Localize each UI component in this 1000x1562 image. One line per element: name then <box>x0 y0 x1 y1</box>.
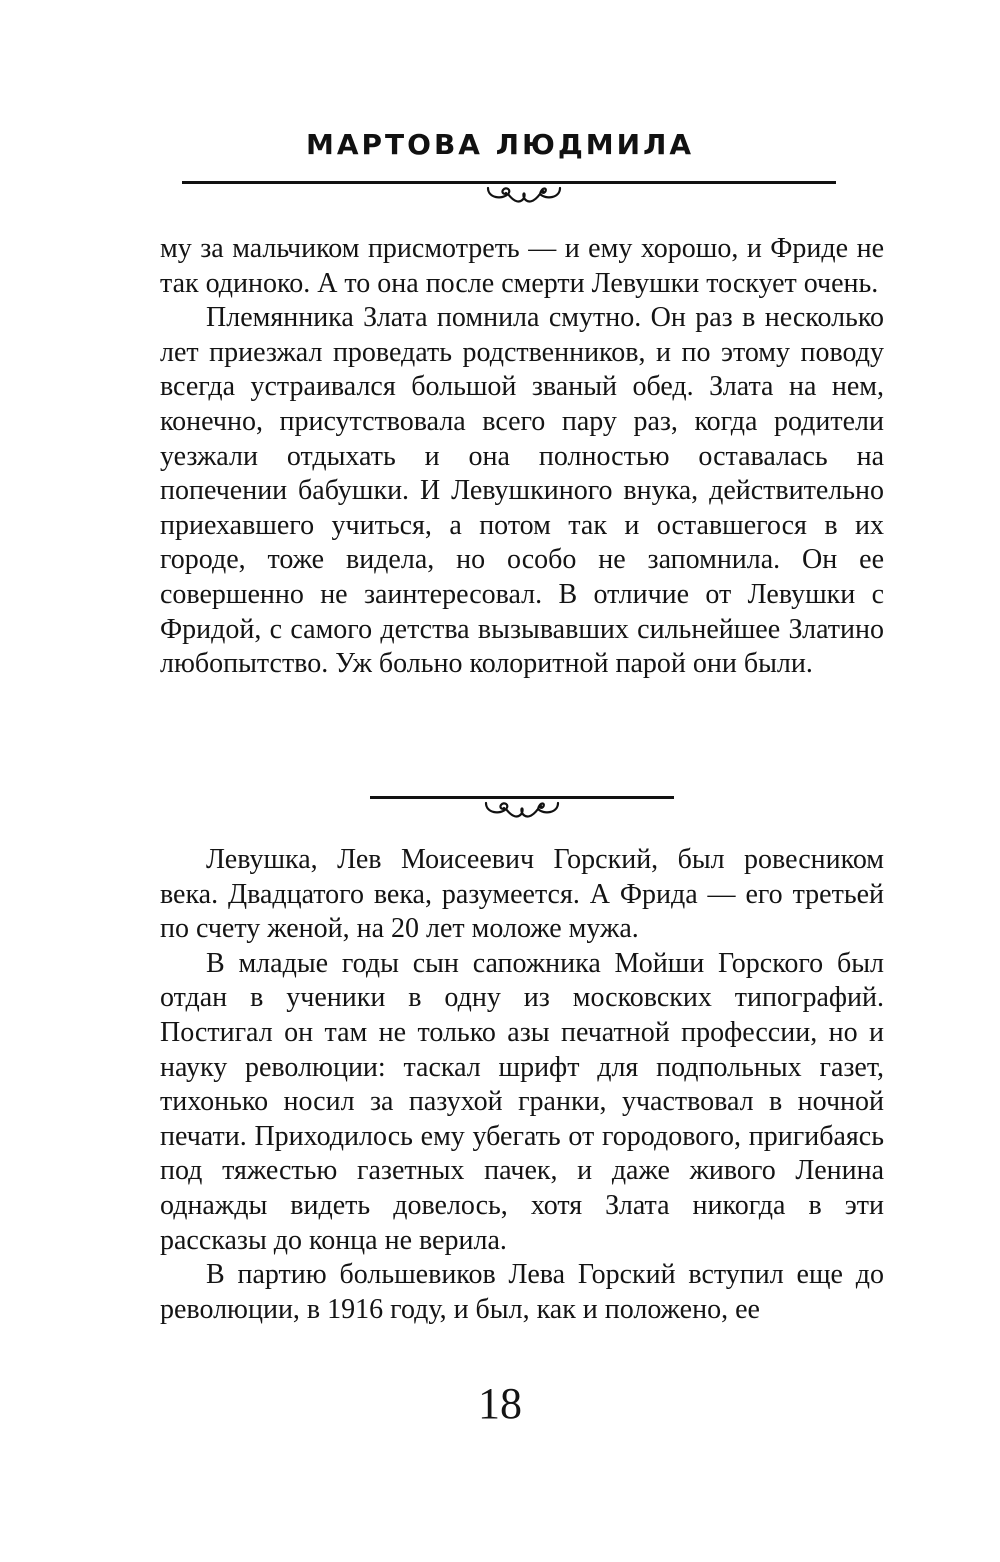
header-ornament-icon <box>484 184 564 208</box>
running-header <box>0 128 1000 161</box>
text-block-1 <box>160 232 884 682</box>
author-name: МАРТОВА ЛЮДМИЛА <box>306 128 694 161</box>
paragraph: му за мальчиком присмотреть — и ему хорошо, и Фриде не так одиноко. А то она после смерти Левушки тоскует очень. <box>160 233 884 299</box>
paragraph: В младые годы сын сапожника Мойши Горского был отдан в ученики в одну из московских типографий. Постигал он там не только азы печатной профессии, но и науку революции: таскал шрифт для подпольных газет, тихонько носил за пазухой гранки, участвовал в ночной печати. Приходилось ему убегать от городового, пригибаясь под тяжестью газетных пачек, и даже живого Ленина однажды видеть довелось, хотя Злата никогда в эти рассказы до конца не верила. <box>160 947 884 1256</box>
divider-ornament-icon <box>482 799 562 823</box>
paragraph: Левушка, Лев Моисеевич Горский, был ровесником века. Двадцатого века, разумеется. А Фрида — его третьей по счету женой, на 20 лет моложе мужа. <box>160 844 884 945</box>
page-number: 18 <box>478 1379 522 1428</box>
text-block-2 <box>160 843 884 1327</box>
paragraph: В партию большевиков Лева Горский вступил еще до революции, в 1916 году, и был, как и положено, ее <box>160 1259 884 1325</box>
paragraph: Племянника Злата помнила смутно. Он раз в несколько лет приезжал проведать родственников, и по этому поводу всегда устраивался большой званый обед. Злата на нем, конечно, присутствовала всего пару раз, когда родители уезжали отдыхать и она полностью оставалась на попечении бабушки. И Левушкиного внука, действительно приехавшего учиться, а потом так и оставшегося в их городе, тоже видела, но особо не запомнила. Он ее совершенно не заинтересовал. В отличие от Левушки с Фридой, с самого детства вызывавших сильнейшее Златино любопытство. Уж больно колоритной парой они были. <box>160 302 884 680</box>
